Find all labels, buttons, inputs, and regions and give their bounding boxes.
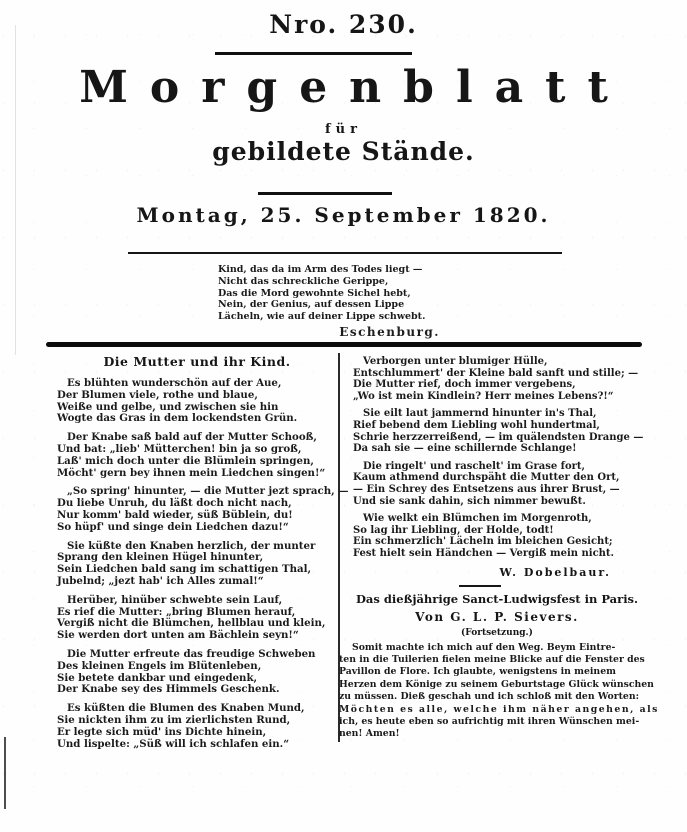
article-separator-rule <box>459 585 501 587</box>
poem-stanza <box>347 356 647 402</box>
masthead-subtitle: gebildete Stände. <box>212 137 475 166</box>
poem-stanza <box>57 485 349 533</box>
article-line: Herzen dem Könige zu seinem Geburtstage Glück wünschen <box>339 678 654 690</box>
poem-line: Und bat: „lieb' Mütterchen! bin ja so groß, <box>57 442 302 455</box>
poem-line: Sie betete dankbar und eingedenk, <box>57 671 258 684</box>
poem-line: Die ringelt' und raschelt' im Grase fort, <box>363 460 586 472</box>
poem-line: Da sah sie — eine schillernde Schlange! <box>353 443 577 455</box>
poem-line: Schrie herzzerreißend, — im quälendsten Drange — <box>353 431 644 443</box>
poem-line: Der Blumen viele, rothe und blaue, <box>57 388 258 401</box>
epigraph-attribution: Eschenburg. <box>339 324 440 339</box>
left-column <box>57 354 349 757</box>
poem-line: Vergiß nicht die Blümchen, hellblau und klein, <box>57 617 326 630</box>
epigraph-line: Kind, das da im Arm des Todes liegt — <box>218 264 423 275</box>
poem-line: Möcht' gern bey ihnen mein Liedchen singen!“ <box>57 466 326 479</box>
article-line: nen! Amen! <box>339 728 400 740</box>
epigraph-line: Nicht das schreckliche Gerippe, <box>218 275 389 287</box>
poem-line: Die Mutter rief, doch immer vergebens, <box>353 379 576 391</box>
epigraph-line: Lächeln, wie auf deiner Lippe schwebt. <box>218 311 426 323</box>
poem-line: Er legte sich müd' ins Dichte hinein, <box>57 725 267 738</box>
poem-stanza <box>347 461 647 507</box>
poem-line: Herüber, hinüber schwebte sein Lauf, <box>67 593 283 606</box>
poem-line: Jubelnd; „jezt hab' ich Alles zumal!“ <box>57 574 264 587</box>
poem-line: Du liebe Unruh, du läßt doch nicht nach, <box>57 497 292 510</box>
poem-line: Wogte das Gras in dem lockendsten Grün. <box>57 412 298 425</box>
poem-stanza <box>57 378 337 425</box>
poem-stanza <box>57 595 337 642</box>
article-body <box>339 641 659 741</box>
poem-line: Der Knabe saß bald auf der Mutter Schooß, <box>67 431 317 444</box>
section-divider-rule <box>46 342 642 347</box>
poem-line: „So spring' hinunter, — die Mutter jezt sprach, — <box>67 485 349 498</box>
article-continuation-note: (Fortsetzung.) <box>461 627 533 638</box>
poem-stanza <box>57 649 337 696</box>
poem-line: Entschlummert' der Kleine bald sanft und stille; — <box>353 367 639 379</box>
poem-line: Des kleinen Engels im Blütenleben, <box>57 659 262 672</box>
poem-stanza <box>57 432 337 479</box>
poem-line: Ein schmerzlich' Lächeln im bleichen Gesicht; <box>353 536 613 548</box>
poem-line: Verborgen unter blumiger Hülle, <box>363 356 548 367</box>
poem-line: Es rief die Mutter: „bring Blumen herauf, <box>57 605 296 618</box>
poem-line: Nur komm' bald wieder, süß Büblein, du! <box>57 508 293 521</box>
article-line: ich, es heute eben so aufrichtig mit ihren Wünschen mei- <box>339 715 640 727</box>
article-line: Pavillon de Flore. Ich glaubte, wenigstens in meinem <box>339 666 616 678</box>
poem-line: Sie eilt laut jammernd hinunter in's Thal, <box>363 408 597 420</box>
header-rule-middle <box>258 192 392 195</box>
poem-line: — Ein Schrey des Entsetzens aus ihrer Brust, — <box>353 483 620 495</box>
right-column <box>339 356 659 741</box>
scan-edge-artifact-bottom <box>4 737 6 809</box>
date-line: Montag, 25. September 1820. <box>136 203 551 227</box>
issue-number: Nro. 230. <box>269 10 418 39</box>
poem-line: „Wo ist mein Kindlein? Herr meines Lebens?!“ <box>353 390 614 402</box>
poem-line: Kaum athmend durchspäht die Mutter den Ort, <box>353 472 620 484</box>
poem-line: Es küßten die Blumen des Knaben Mund, <box>67 702 305 715</box>
poem-line: Sie werden dort unten am Bächlein seyn!“ <box>57 629 299 642</box>
poem-line: Es blühten wunderschön auf der Aue, <box>67 377 282 389</box>
epigraph-lines <box>218 264 486 323</box>
poem-line: Und lispelte: „Süß will ich schlafen ein.“ <box>57 737 290 750</box>
poem-line: Sie küßte den Knaben herzlich, der munter <box>67 539 316 552</box>
article-title: Das dießjährige Sanct-Ludwigsfest in Paris. <box>355 591 639 606</box>
poem-line: Die Mutter erfreute das freudige Schweben <box>67 647 316 660</box>
article-line: Somit machte ich mich auf den Weg. Beym Eintre- <box>352 641 616 653</box>
poem-line: Sprang den kleinen Hügel hinunter, <box>57 551 264 564</box>
poem-line: Und sie sank dahin, sich nimmer bewußt. <box>353 495 586 507</box>
poem-line: Fest hielt sein Händchen — Vergiß mein nicht. <box>353 547 615 559</box>
epigraph-line: Nein, der Genius, auf dessen Lippe <box>218 299 405 311</box>
poem-stanza <box>347 408 647 454</box>
article-line: zu müssen. Dieß geschah und ich schloß mit den Worten: <box>339 691 640 703</box>
poem-line: Rief bebend dem Liebling wohl hundertmal, <box>353 419 600 431</box>
poem-stanza <box>57 703 337 750</box>
poem-stanza <box>347 513 647 559</box>
epigraph-rule <box>128 252 562 254</box>
poem-line: So lag ihr Liebling, der Holde, todt! <box>353 524 554 536</box>
poem-line: Weiße und gelbe, und zwischen sie hin <box>57 400 279 413</box>
poem-line: Sie nickten ihm zu im zierlichsten Rund, <box>57 713 291 726</box>
poem-line: Wie welkt ein Blümchen im Morgenroth, <box>363 513 592 525</box>
article-line: ten in die Tuilerien fielen meine Blicke auf die Fenster des <box>339 653 645 665</box>
epigraph-line: Das die Mord gewohnte Sichel hebt, <box>218 287 411 299</box>
poem-line: Der Knabe sey des Himmels Geschenk. <box>57 683 280 696</box>
article-line: Möchten es alle, welche ihm näher angehen, als <box>339 703 659 715</box>
epigraph <box>218 264 486 339</box>
header-rule-top <box>215 52 412 55</box>
poem-line: So hüpf' und singe dein Liedchen dazu!“ <box>57 520 289 533</box>
poem-title: Die Mutter und ihr Kind. <box>103 354 291 369</box>
poem-signature: W. Dobelbaur. <box>499 565 611 579</box>
masthead-fuer: für <box>325 122 362 137</box>
poem-line: Sein Liedchen bald sang im schattigen Thal, <box>57 563 312 576</box>
masthead-title: Morgenblatt <box>79 62 630 113</box>
poem-stanza <box>57 541 337 588</box>
article-byline: Von G. L. P. Sievers. <box>415 609 579 624</box>
poem-line: Laß' mich doch unter die Blümlein springen, <box>57 454 314 467</box>
